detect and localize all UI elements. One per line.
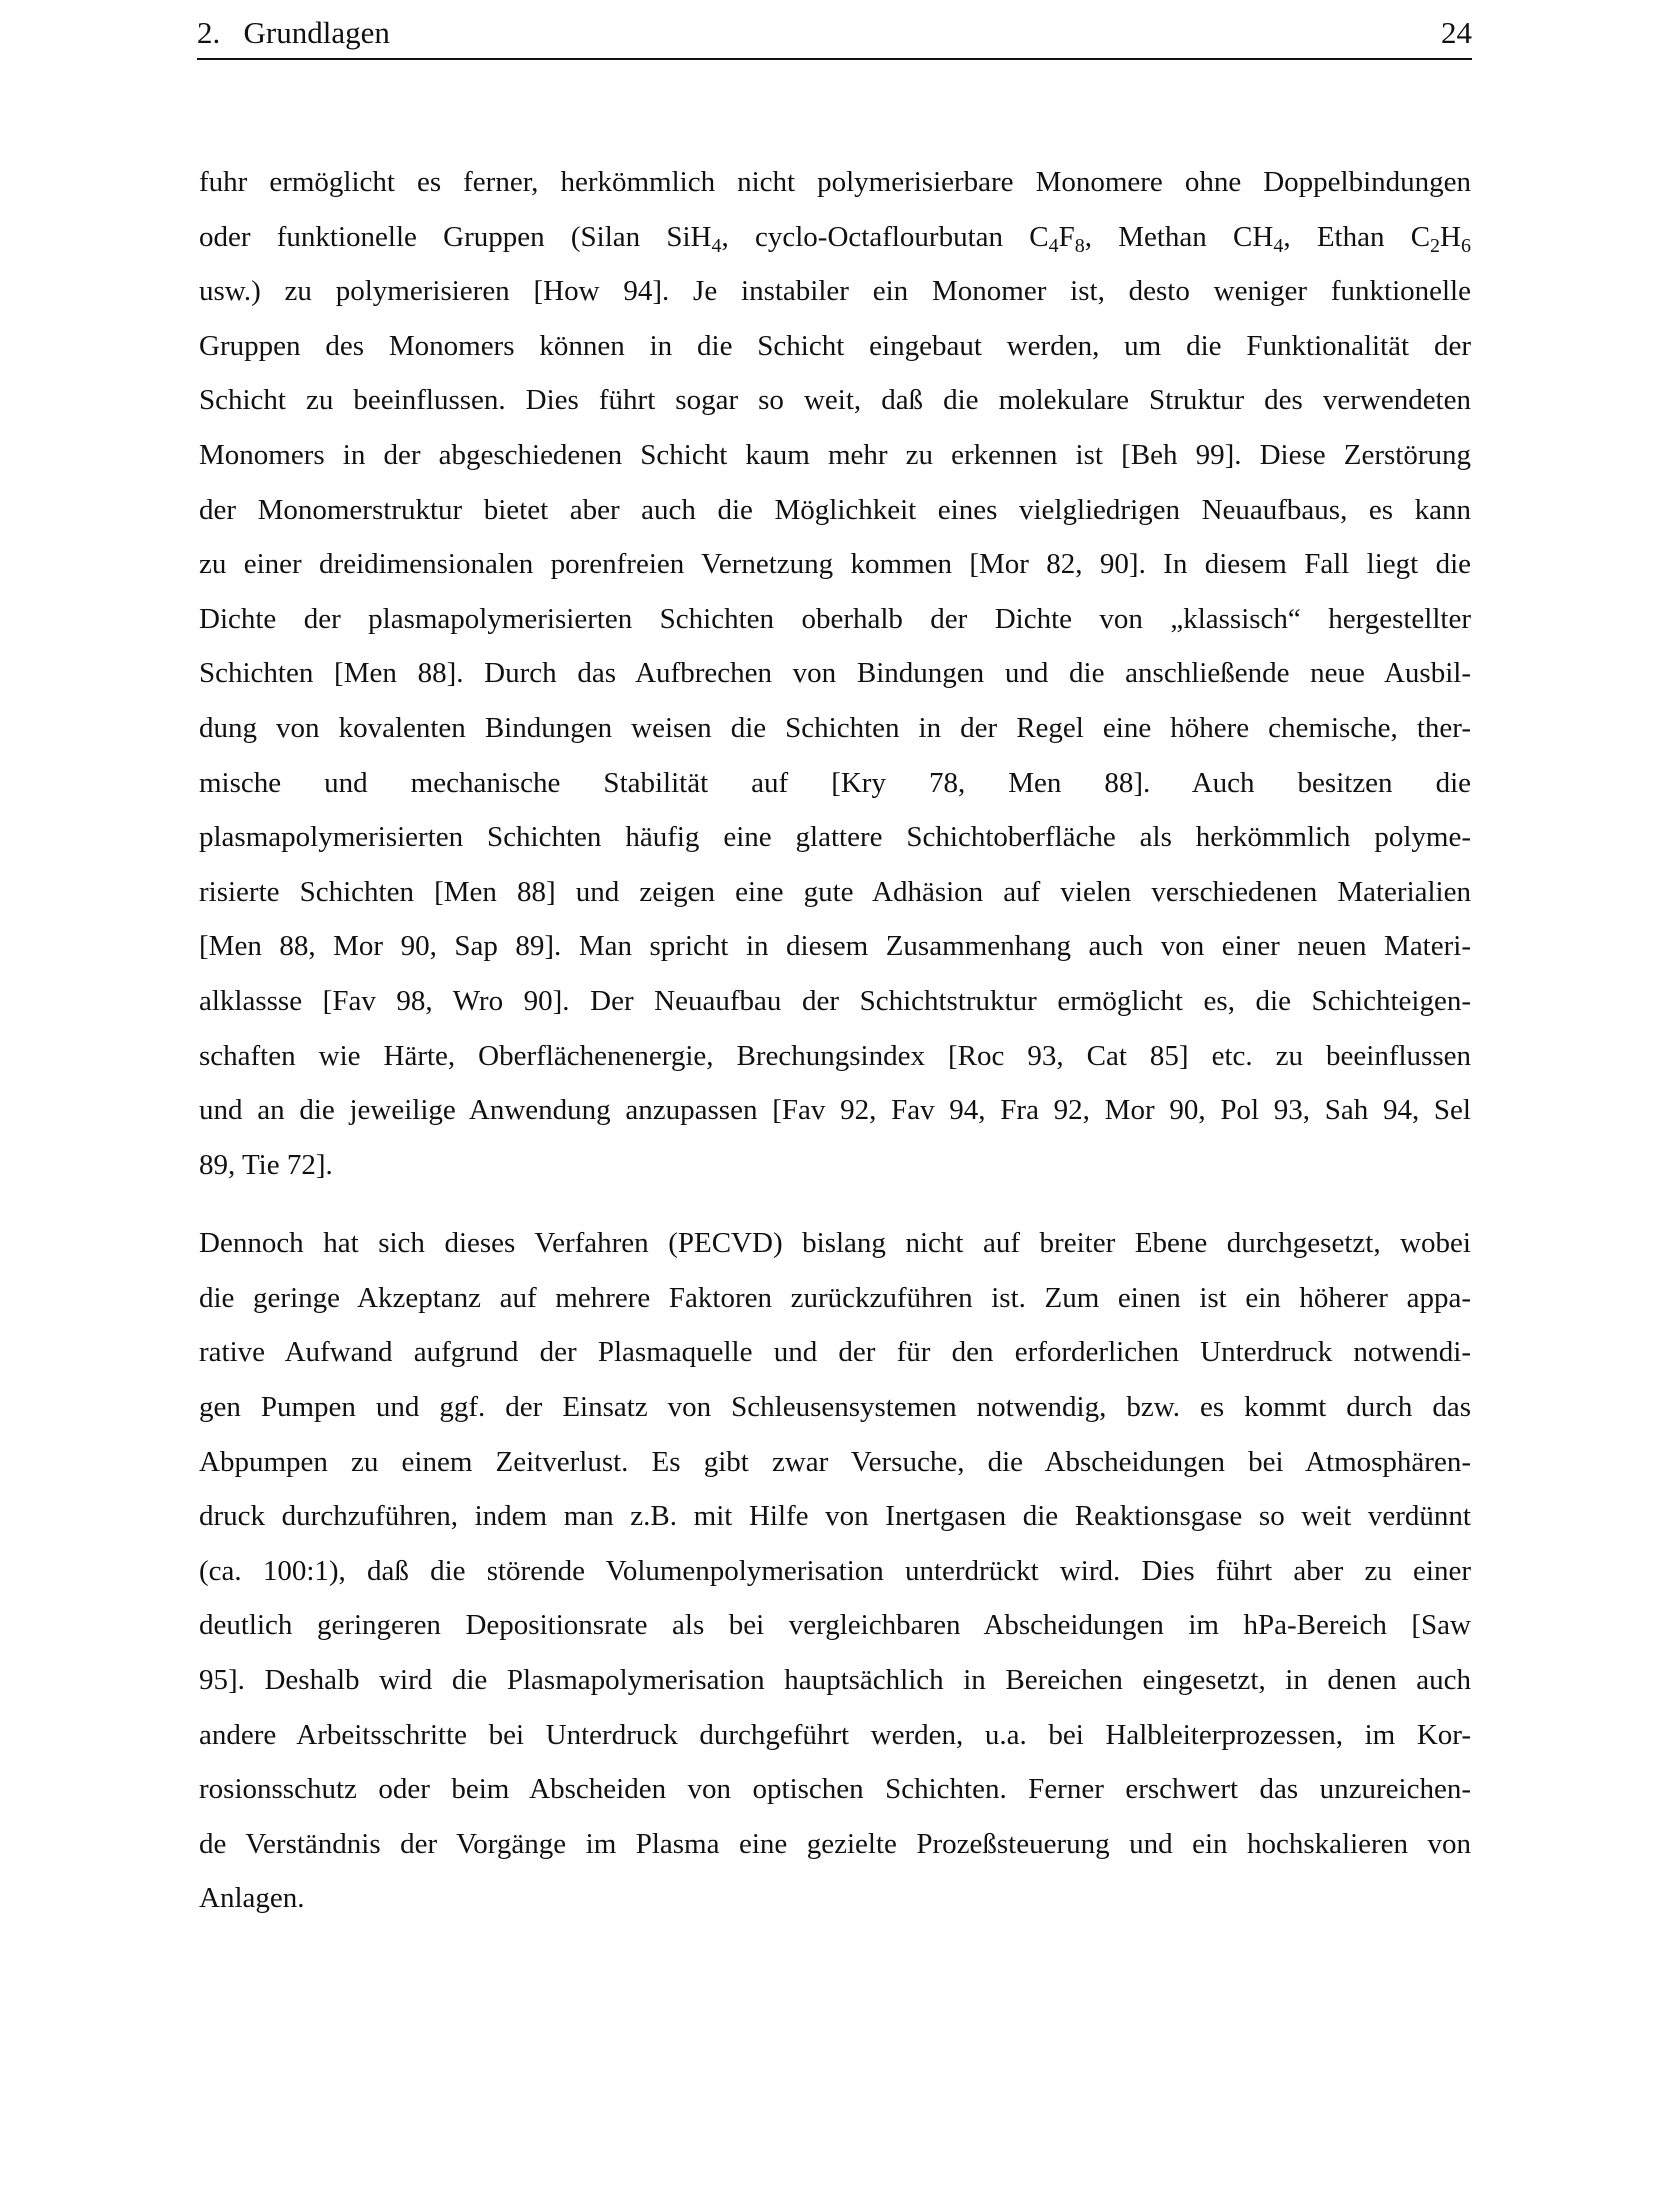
text-line — [199, 1380, 1471, 1435]
text-segment: , Methan CH — [1084, 220, 1274, 253]
text-line — [199, 1762, 1471, 1817]
text-line — [199, 1325, 1471, 1380]
text-segment: gen Pumpen und ggf. der Einsatz von Schleusensystemen notwendig, bzw. es kommt durch das — [199, 1391, 1471, 1424]
text-segment: Schicht zu beeinflussen. Dies führt sogar so weit, daß die molekulare Struktur des verwendeten — [199, 384, 1471, 417]
text-segment: schaften wie Härte, Oberflächenenergie, Brechungsindex [Roc 93, Cat 85] etc. zu beeinflussen — [199, 1039, 1471, 1072]
text-segment: Monomers in der abgeschiedenen Schicht kaum mehr zu erkennen ist [Beh 99]. Diese Zerstörung — [199, 438, 1471, 471]
text-segment: der Monomerstruktur bietet aber auch die Möglichkeit eines vielgliedrigen Neuaufbaus, es kann — [199, 493, 1471, 526]
text-segment: deutlich geringeren Depositionsrate als bei vergleichbaren Abscheidungen im hPa-Bereich [Saw — [199, 1609, 1471, 1642]
text-line — [199, 1489, 1471, 1544]
text-segment: mische und mechanische Stabilität auf [Kry 78, Men 88]. Auch besitzen die — [199, 766, 1471, 799]
subscript: 4 — [1048, 234, 1059, 257]
text-line — [199, 1708, 1471, 1763]
text-segment: (ca. 100:1), daß die störende Volumenpolymerisation unterdrückt wird. Dies führt aber zu einer — [199, 1554, 1471, 1587]
text-segment: zu einer dreidimensionalen porenfreien Vernetzung kommen [Mor 82, 90]. In diesem Fall liegt die — [199, 548, 1471, 581]
text-segment: dung von kovalenten Bindungen weisen die Schichten in der Regel eine höhere chemische, ther- — [199, 711, 1471, 744]
text-line — [199, 1598, 1471, 1653]
page-header — [197, 8, 1472, 60]
text-line — [199, 865, 1471, 920]
text-segment: risierte Schichten [Men 88] und zeigen eine gute Adhäsion auf vielen verschiedenen Materialien — [199, 875, 1471, 908]
text-line — [199, 592, 1471, 647]
text-segment: de Verständnis der Vorgänge im Plasma eine gezielte Prozeßsteuerung und ein hochskalieren von — [199, 1827, 1471, 1860]
text-line — [199, 155, 1471, 210]
text-segment: die geringe Akzeptanz auf mehrere Faktoren zurückzuführen ist. Zum einen ist ein höherer appa- — [199, 1281, 1471, 1314]
text-segment: usw.) zu polymerisieren [How 94]. Je instabiler ein Monomer ist, desto weniger funktionelle — [199, 275, 1471, 308]
text-line — [199, 1653, 1471, 1708]
text-segment: plasmapolymerisierten Schichten häufig eine glattere Schichtoberfläche als herkömmlich polyme- — [199, 821, 1471, 854]
text-segment: Abpumpen zu einem Zeitverlust. Es gibt zwar Versuche, die Abscheidungen bei Atmosphären- — [199, 1445, 1471, 1478]
text-line — [199, 264, 1471, 319]
text-segment: druck durchzuführen, indem man z.B. mit Hilfe von Inertgasen die Reaktionsgase so weit verdünnt — [199, 1500, 1471, 1533]
text-line — [199, 210, 1471, 265]
subscript: 2 — [1430, 234, 1441, 257]
text-segment: 89, Tie 72]. — [199, 1148, 333, 1181]
text-line — [199, 537, 1471, 592]
text-line — [199, 373, 1471, 428]
text-segment: Schichten [Men 88]. Durch das Aufbrechen von Bindungen und die anschließende neue Ausbil- — [199, 657, 1471, 690]
text-segment: , cyclo-Octaflourbutan C — [721, 220, 1049, 253]
text-line — [199, 1271, 1471, 1326]
text-segment: rosionsschutz oder beim Abscheiden von optischen Schichten. Ferner erschwert das unzureichen- — [199, 1773, 1471, 1806]
text-segment: 95]. Deshalb wird die Plasmapolymerisation hauptsächlich in Bereichen eingesetzt, in denen auch — [199, 1664, 1471, 1697]
body-text — [199, 155, 1471, 1926]
text-line — [199, 428, 1471, 483]
paragraph — [199, 1216, 1471, 1926]
page-number: 24 — [1441, 15, 1472, 50]
text-segment: F — [1058, 220, 1075, 253]
text-segment: oder funktionelle Gruppen (Silan SiH — [199, 220, 712, 253]
text-line — [199, 1138, 1471, 1193]
text-segment: und an die jeweilige Anwendung anzupassen [Fav 92, Fav 94, Fra 92, Mor 90, Pol 93, Sah 94, Sel — [199, 1094, 1471, 1127]
text-line — [199, 1817, 1471, 1872]
subscript: 4 — [1273, 234, 1284, 257]
text-segment: alklassse [Fav 98, Wro 90]. Der Neuaufbau der Schichtstruktur ermöglicht es, die Schichteigen- — [199, 984, 1471, 1017]
text-line — [199, 1029, 1471, 1084]
text-segment: rative Aufwand aufgrund der Plasmaquelle und der für den erforderlichen Unterdruck notwendi- — [199, 1336, 1471, 1369]
text-line — [199, 974, 1471, 1029]
text-segment: andere Arbeitsschritte bei Unterdruck durchgeführt werden, u.a. bei Halbleiterprozessen, im Kor- — [199, 1718, 1471, 1751]
text-segment: fuhr ermöglicht es ferner, herkömmlich nicht polymerisierbare Monomere ohne Doppelbindungen — [199, 166, 1471, 198]
text-segment: [Men 88, Mor 90, Sap 89]. Man spricht in diesem Zusammenhang auch von einer neuen Materi- — [199, 930, 1471, 963]
text-segment: H — [1440, 220, 1461, 253]
text-line — [199, 1871, 1471, 1926]
text-line — [199, 646, 1471, 701]
text-segment: Dennoch hat sich dieses Verfahren (PECVD) bislang nicht auf breiter Ebene durchgesetzt, wobei — [199, 1227, 1471, 1260]
text-segment: , Ethan C — [1283, 220, 1431, 253]
text-line — [199, 483, 1471, 538]
text-line — [199, 1435, 1471, 1490]
text-line — [199, 1083, 1471, 1138]
text-segment: Anlagen. — [199, 1882, 305, 1915]
subscript: 8 — [1074, 234, 1085, 257]
paragraph — [199, 155, 1471, 1192]
text-line — [199, 701, 1471, 756]
text-line — [199, 756, 1471, 811]
text-line — [199, 1544, 1471, 1599]
text-line — [199, 810, 1471, 865]
text-segment: Dichte der plasmapolymerisierten Schichten oberhalb der Dichte von „klassisch“ hergestellter — [199, 602, 1471, 635]
text-line — [199, 919, 1471, 974]
subscript: 4 — [711, 234, 722, 257]
chapter-title: 2. Grundlagen — [197, 15, 390, 50]
subscript: 6 — [1461, 234, 1471, 257]
text-line — [199, 1216, 1471, 1271]
text-segment: Gruppen des Monomers können in die Schicht eingebaut werden, um die Funktionalität der — [199, 329, 1471, 362]
text-line — [199, 319, 1471, 374]
